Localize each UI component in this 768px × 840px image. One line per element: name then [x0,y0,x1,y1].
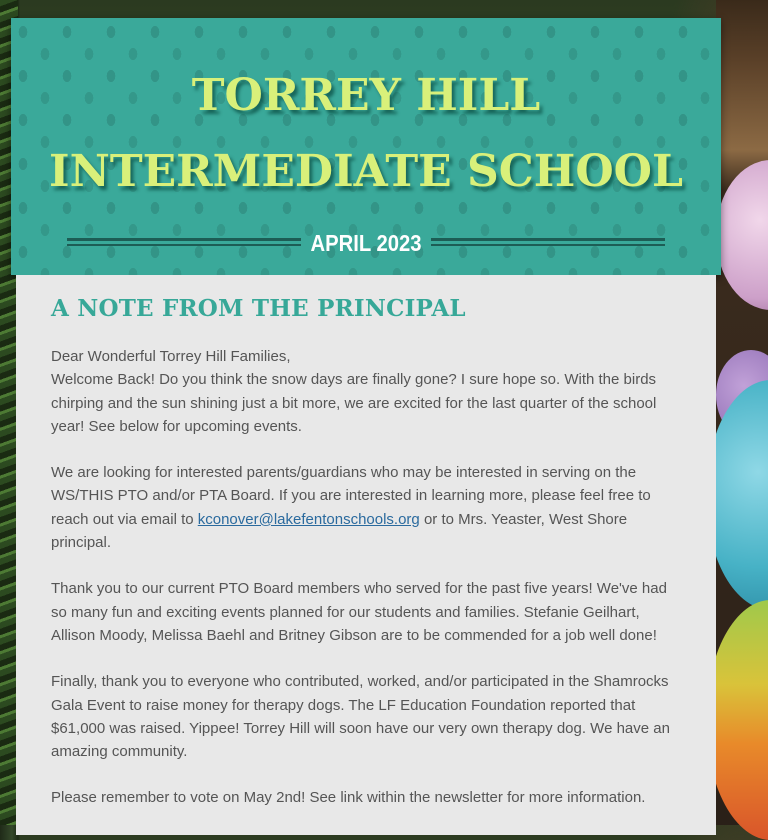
school-name-line2: INTERMEDIATE SCHOOL [49,146,683,197]
divider-left [67,238,301,246]
paragraph-pto-board [51,461,681,554]
section-heading: A NOTE FROM THE PRINCIPAL [51,295,466,322]
paragraph-welcome: Welcome Back! Do you think the snow days are finally gone? I sure hope so. With the birds chirping and the sun shining just a bit more, we are excited for the last quarter of the school year! See below for upcoming events. [51,371,657,435]
issue-date: APRIL 2023 [310,230,422,256]
paragraph-pto-text: We are looking for interested parents/guardians who may be interested in serving on the WS/THIS PTO and/or PTA Board. If you are interested in learning more, please feel free to reach out via email to [51,464,651,528]
principal-note-section [16,275,716,835]
school-name-line1: TORREY HILL [191,70,541,121]
greeting: Dear Wonderful Torrey Hill Families, [51,348,291,365]
newsletter-header [11,18,721,275]
date-banner [67,230,665,260]
divider-right [431,238,665,246]
paragraph-pto-text-end: or to Mrs. Yeaster, West Shore principal. [51,510,628,552]
email-link[interactable]: kconover@lakefentonschools.org [197,510,420,528]
paragraph-vote-reminder: Please remember to vote on May 2nd! See link within the newsletter for more information. [51,789,646,807]
paragraph-thanks-board: Thank you to our current PTO Board members who served for the past five years! We've had so many fun and exciting events planned for our students and families. Stefanie Geilhart, Allison Moody, Melissa Baehl and Britney Gibson are to be commended for a job well done! [51,580,667,644]
paragraph-shamrocks-gala: Finally, thank you to everyone who contributed, worked, and/or participated in the Shamrocks Gala Event to raise money for therapy dogs. The LF Education Foundation reported that $61,000 was raised. Yippee! Torrey Hill will soon have our very own therapy dog. We have an amazing community. [51,673,670,761]
